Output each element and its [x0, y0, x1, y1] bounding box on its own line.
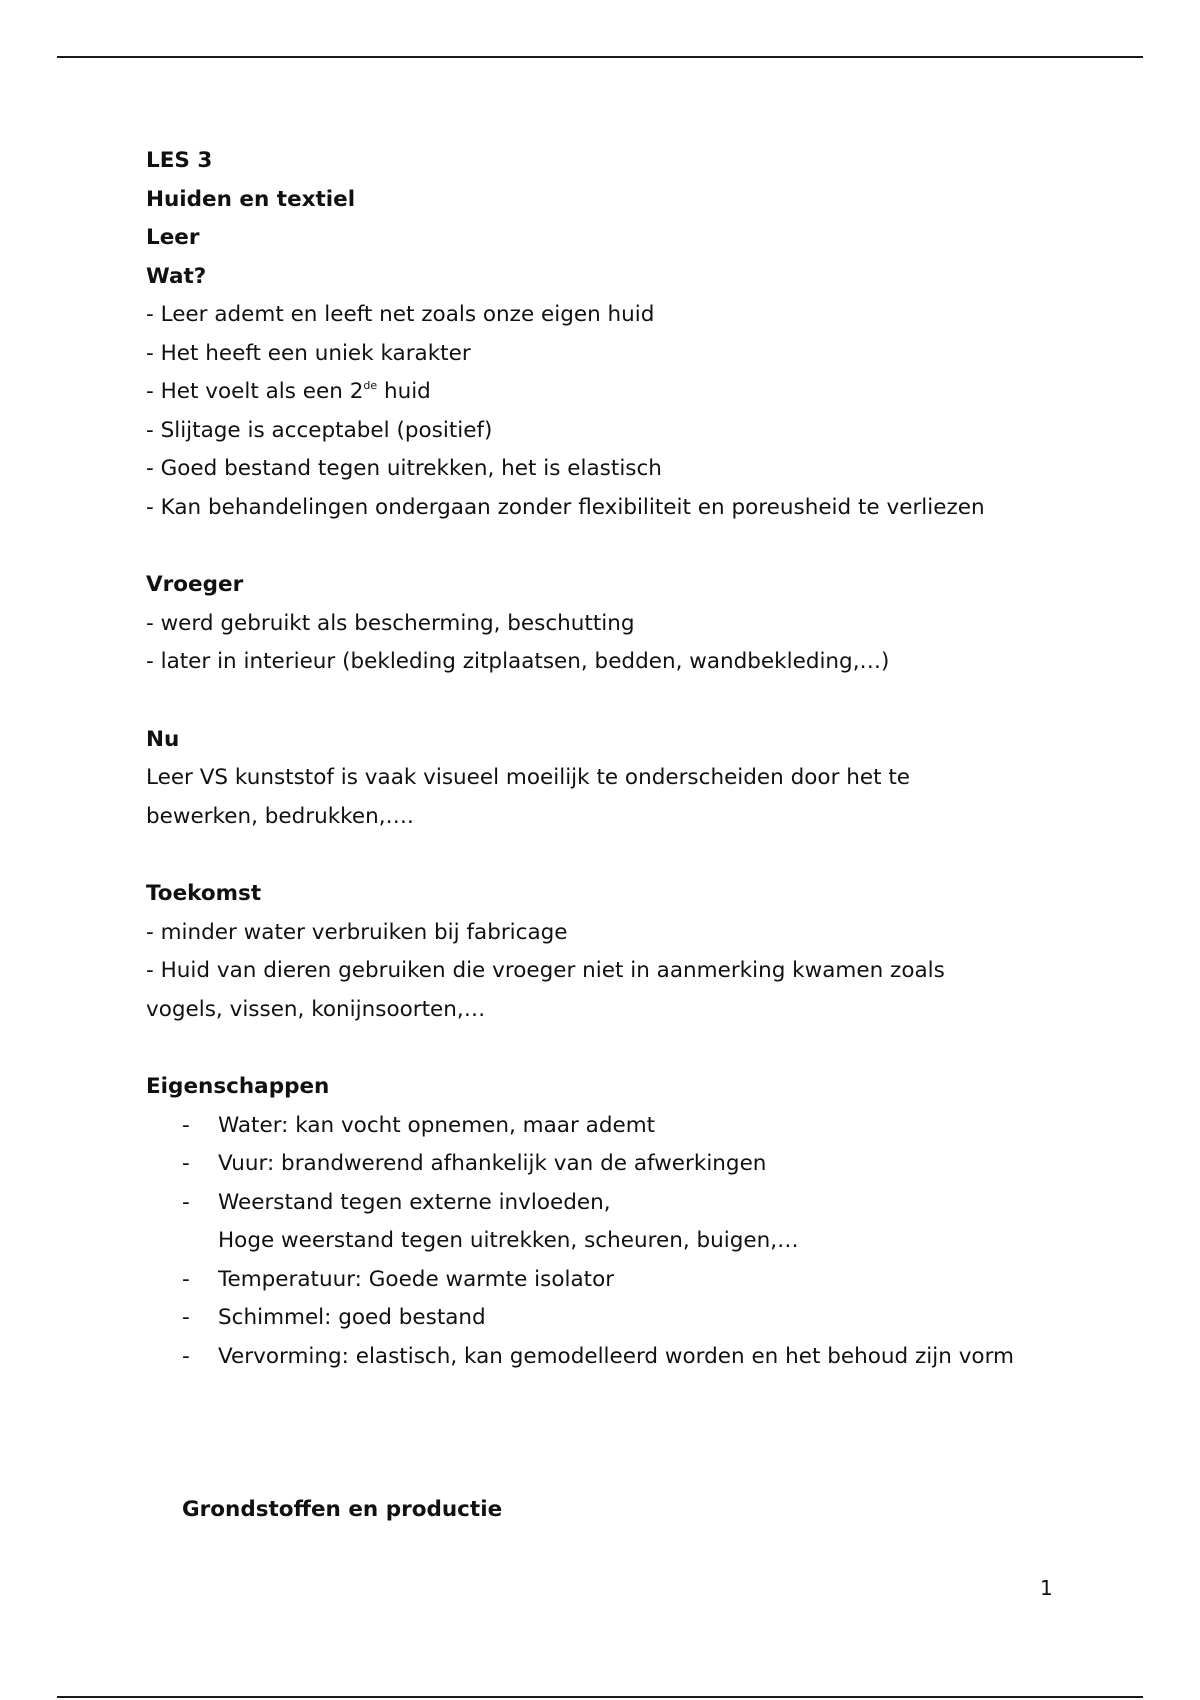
- list-item: [146, 1338, 1086, 1377]
- material-title: Leer: [146, 225, 200, 250]
- section-heading-wat: Wat?: [146, 263, 207, 289]
- vroeger-item: - werd gebruikt als bescherming, beschutting: [146, 610, 635, 636]
- section-heading-nu: Nu: [146, 726, 180, 752]
- page-number: 1: [1040, 1576, 1053, 1600]
- list-item-text: Schimmel: goed bestand: [218, 1305, 486, 1330]
- bullet-dash: -: [182, 1343, 190, 1369]
- eigenschappen-list: [146, 1107, 1086, 1377]
- nu-text-line: bewerken, bedrukken,….: [146, 803, 414, 829]
- nu-text-line: Leer VS kunststof is vaak visueel moeilijk te onderscheiden door het te: [146, 765, 911, 790]
- bullet-dash: -: [182, 1189, 190, 1215]
- bullet-dash: -: [182, 1266, 190, 1292]
- wat-item: - Goed bestand tegen uitrekken, het is elastisch: [146, 456, 662, 481]
- list-item-continuation: Hoge weerstand tegen uitrekken, scheuren, buigen,…: [218, 1228, 799, 1253]
- wat-item-text: - Het voelt als een 2: [146, 379, 364, 404]
- wat-item: - Kan behandelingen ondergaan zonder flexibiliteit en poreusheid te verliezen: [146, 494, 985, 520]
- wat-item: - Leer ademt en leeft net zoals onze eigen huid: [146, 302, 655, 327]
- list-item-text: Vuur: brandwerend afhankelijk van de afwerkingen: [218, 1151, 767, 1176]
- footer-rule: [57, 1696, 1143, 1698]
- section-heading-toekomst: Toekomst: [146, 881, 262, 906]
- vroeger-item: - later in interieur (bekleding zitplaatsen, bedden, wandbekleding,…): [146, 649, 890, 674]
- paragraph-spacer: [146, 527, 1086, 566]
- list-item-text: Water: kan vocht opnemen, maar ademt: [218, 1112, 656, 1138]
- wat-item: [146, 373, 1086, 412]
- toekomst-text-line: - Huid van dieren gebruiken die vroeger niet in aanmerking kwamen zoals: [146, 958, 945, 983]
- bullet-dash: -: [182, 1112, 190, 1138]
- paragraph-spacer: [146, 682, 1086, 721]
- wat-item: - Het heeft een uniek karakter: [146, 340, 471, 366]
- section-heading-grondstoffen: Grondstoffen en productie: [182, 1497, 503, 1522]
- toekomst-text-line: vogels, vissen, konijnsoorten,…: [146, 996, 486, 1022]
- bullet-dash: -: [182, 1151, 190, 1176]
- section-heading-vroeger: Vroeger: [146, 572, 244, 597]
- list-item: [146, 1184, 1086, 1261]
- toekomst-text-line: - minder water verbruiken bij fabricage: [146, 919, 568, 945]
- ordinal-superscript: de: [363, 379, 378, 392]
- header-rule: [57, 56, 1143, 58]
- list-item-text: Temperatuur: Goede warmte isolator: [218, 1266, 615, 1292]
- list-item: [146, 1145, 1086, 1184]
- topic-title: Huiden en textiel: [146, 186, 356, 212]
- paragraph-spacer: [146, 1029, 1086, 1068]
- list-item-text: Weerstand tegen externe invloeden,: [218, 1189, 611, 1215]
- list-item-text: Vervorming: elastisch, kan gemodelleerd worden en het behoud zijn vorm: [218, 1343, 1014, 1369]
- list-item: [146, 1261, 1086, 1300]
- paragraph-spacer: [146, 836, 1086, 875]
- list-item: [146, 1299, 1086, 1338]
- list-item: [146, 1107, 1086, 1146]
- lesson-title: LES 3: [146, 148, 213, 173]
- wat-item: - Slijtage is acceptabel (positief): [146, 417, 493, 443]
- wat-item-text: huid: [377, 379, 431, 404]
- document-body: [146, 142, 1086, 1376]
- section-heading-eigenschappen: Eigenschappen: [146, 1074, 330, 1099]
- bullet-dash: -: [182, 1305, 190, 1330]
